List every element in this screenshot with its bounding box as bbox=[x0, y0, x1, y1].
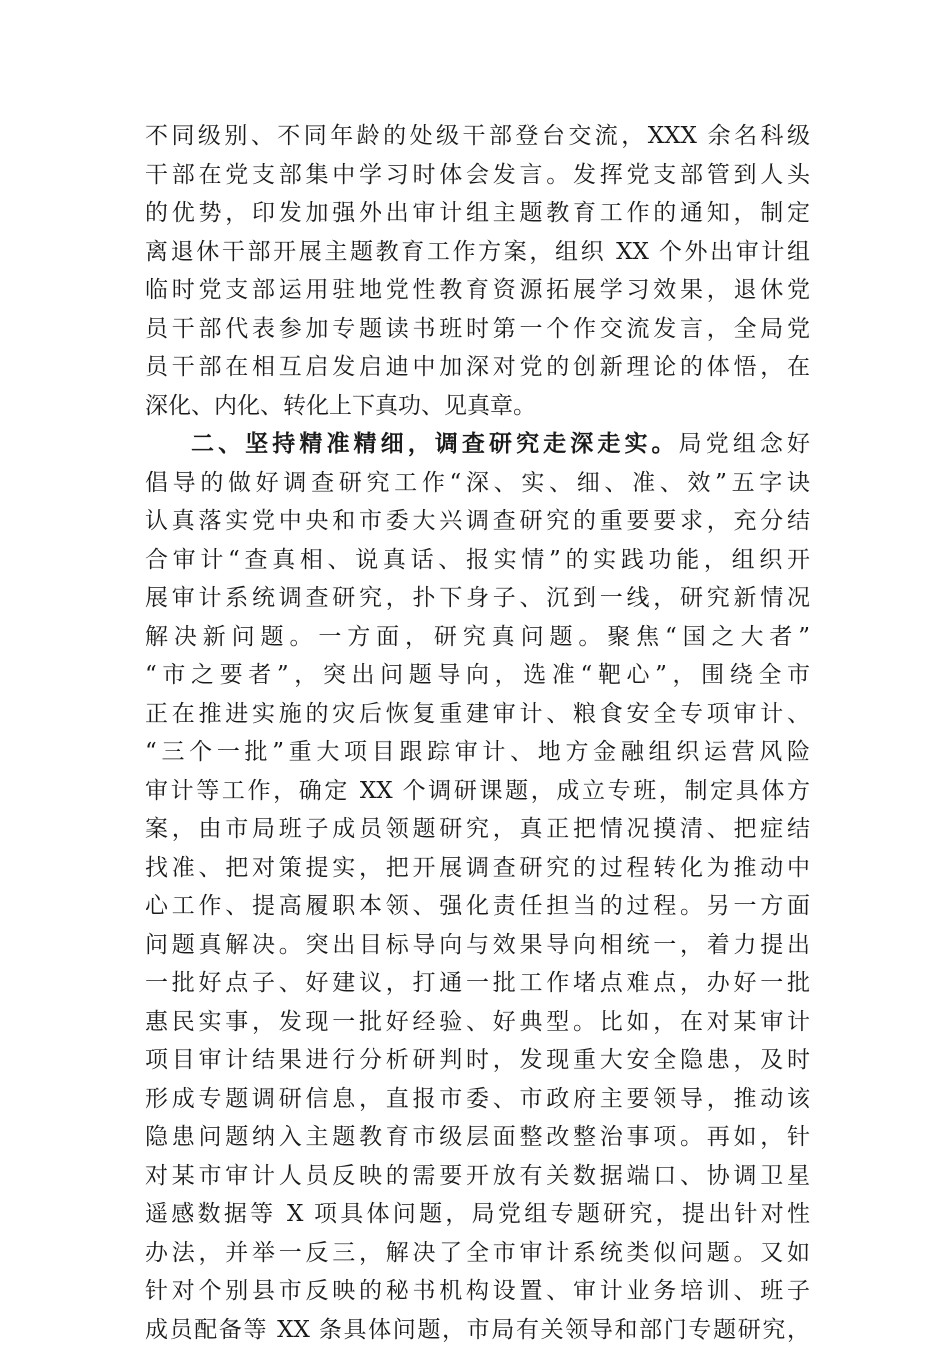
text-line: 深化、内化、转化上下真功、见真章。 bbox=[145, 387, 810, 426]
text-line: 遥感数据等 X 项具体问题，局党组专题研究，提出针对性 bbox=[145, 1195, 810, 1234]
text-line: 临时党支部运用驻地党性教育资源拓展学习效果，退休党 bbox=[145, 271, 810, 310]
text-line: 解决新问题。一方面，研究真问题。聚焦“国之大者” bbox=[145, 618, 810, 657]
text-line: 倡导的做好调查研究工作“深、实、细、准、效”五字诀 bbox=[145, 464, 810, 503]
paragraph-2 bbox=[145, 425, 810, 1349]
text-line: 干部在党支部集中学习时体会发言。发挥党支部管到人头 bbox=[145, 156, 810, 195]
text-line: 办法，并举一反三，解决了全市审计系统类似问题。又如 bbox=[145, 1234, 810, 1273]
document-body bbox=[145, 117, 810, 1349]
text-line: 一批好点子、好建议，打通一批工作堵点难点，办好一批 bbox=[145, 964, 810, 1003]
text-line: 对某市审计人员反映的需要开放有关数据端口、协调卫星 bbox=[145, 1157, 810, 1196]
text-line: 惠民实事，发现一批好经验、好典型。比如，在对某审计 bbox=[145, 1003, 810, 1042]
text-span: 局党组念好 bbox=[679, 431, 810, 457]
text-line: 合审计“查真相、说真话、报实情”的实践功能，组织开 bbox=[145, 541, 810, 580]
text-line: 的优势，印发加强外出审计组主题教育工作的通知，制定 bbox=[145, 194, 810, 233]
text-line: 员干部在相互启发启迪中加深对党的创新理论的体悟，在 bbox=[145, 348, 810, 387]
text-line: 认真落实党中央和市委大兴调查研究的重要要求，充分结 bbox=[145, 502, 810, 541]
text-line: “三个一批”重大项目跟踪审计、地方金融组织运营风险 bbox=[145, 733, 810, 772]
text-line: 审计等工作，确定 XX 个调研课题，成立专班，制定具体方 bbox=[145, 772, 810, 811]
text-line: 成员配备等 XX 条具体问题，市局有关领导和部门专题研究， bbox=[145, 1311, 810, 1349]
text-line: “市之要者”，突出问题导向，选准“靶心”，围绕全市 bbox=[145, 656, 810, 695]
text-line: 针对个别县市反映的秘书机构设置、审计业务培训、班子 bbox=[145, 1272, 810, 1311]
section-heading: 二、坚持精准精细，调查研究走深走实。 bbox=[191, 431, 679, 457]
text-line: 不同级别、不同年龄的处级干部登台交流，XXX 余名科级 bbox=[145, 117, 810, 156]
text-line: 问题真解决。突出目标导向与效果导向相统一，着力提出 bbox=[145, 926, 810, 965]
text-line: 心工作、提高履职本领、强化责任担当的过程。另一方面 bbox=[145, 887, 810, 926]
text-line: 形成专题调研信息，直报市委、市政府主要领导，推动该 bbox=[145, 1080, 810, 1119]
text-line: 项目审计结果进行分析研判时，发现重大安全隐患，及时 bbox=[145, 1041, 810, 1080]
paragraph-1 bbox=[145, 117, 810, 425]
text-line: 展审计系统调查研究，扑下身子、沉到一线，研究新情况 bbox=[145, 579, 810, 618]
text-line: 案，由市局班子成员领题研究，真正把情况摸清、把症结 bbox=[145, 810, 810, 849]
text-line: 正在推进实施的灾后恢复重建审计、粮食安全专项审计、 bbox=[145, 695, 810, 734]
text-line: 找准、把对策提实，把开展调查研究的过程转化为推动中 bbox=[145, 849, 810, 888]
section-heading-line bbox=[145, 425, 810, 464]
text-line: 离退休干部开展主题教育工作方案，组织 XX 个外出审计组 bbox=[145, 233, 810, 272]
text-line: 员干部代表参加专题读书班时第一个作交流发言，全局党 bbox=[145, 310, 810, 349]
text-line: 隐患问题纳入主题教育市级层面整改整治事项。再如，针 bbox=[145, 1118, 810, 1157]
